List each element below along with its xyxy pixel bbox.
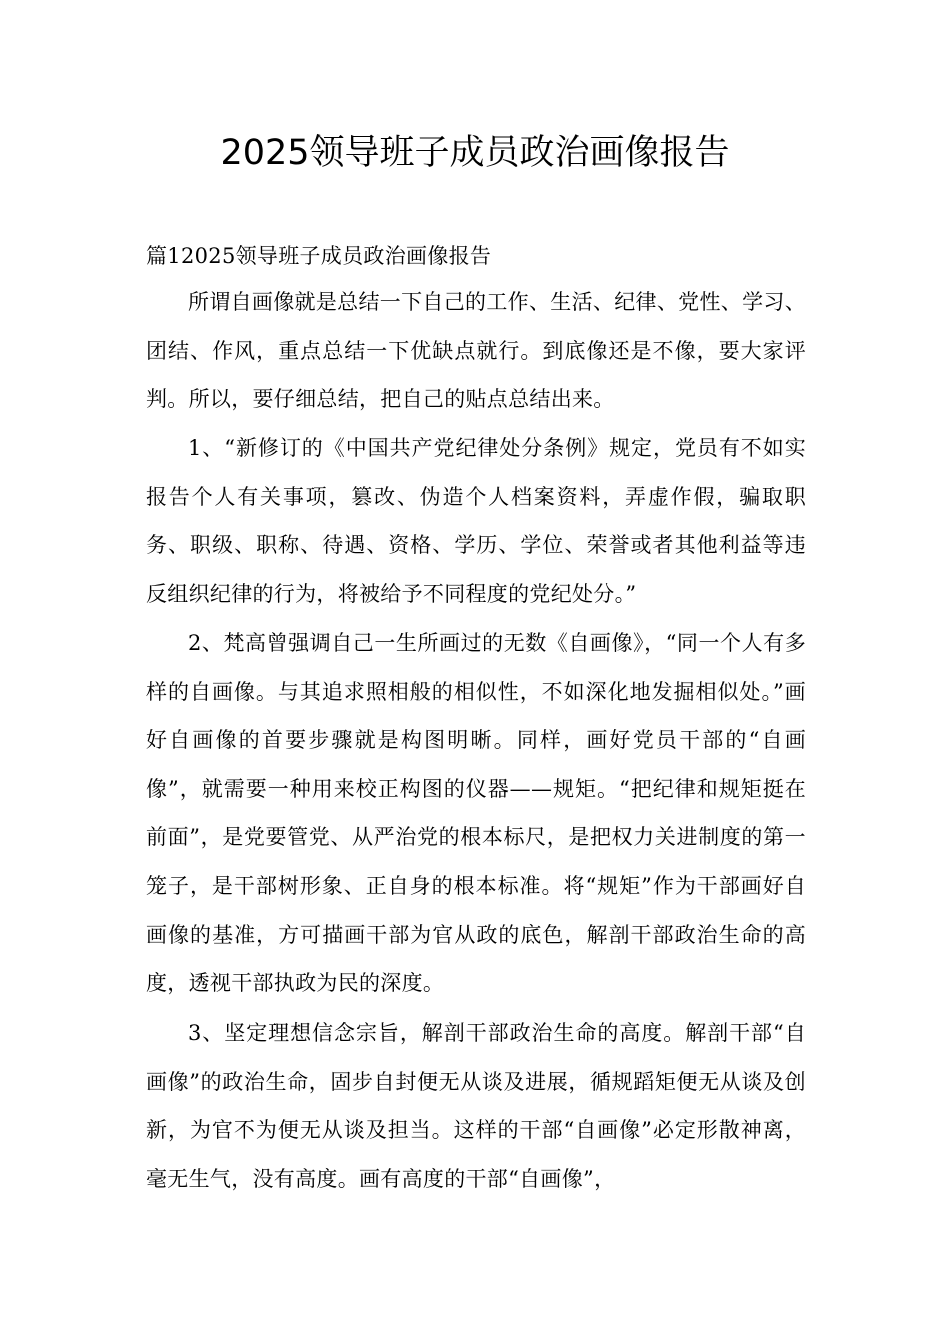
paragraph-intro: 所谓自画像就是总结一下自己的工作、生活、纪律、党性、学习、团结、作风，重点总结一下优缺点就行。到底像还是不像，要大家评判。所以，要仔细总结，把自己的贴点总结出来。	[146, 290, 806, 412]
document-title: 2025领导班子成员政治画像报告	[220, 133, 730, 173]
paragraph-1: 1、“新修订的《中国共产党纪律处分条例》规定，党员有不如实报告个人有关事项，篡改、伪造个人档案资料，弄虚作假，骗取职务、职级、职称、待遇、资格、学历、学位、荣誉或者其他利益等违反组织纪律的行为，将被给予不同程度的党纪处分。”	[146, 436, 806, 606]
paragraph-2: 2、梵高曾强调自己一生所画过的无数《自画像》，“同一个人有多样的自画像。与其追求照相般的相似性，不如深化地发掘相似处。”画好自画像的首要步骤就是构图明晰。同样，画好党员干部的“自画像”，就需要一种用来校正构图的仪器——规矩。“把纪律和规矩挺在前面”，是党要管党、从严治党的根本标尺，是把权力关进制度的第一笼子，是干部树形象、正自身的根本标准。将“规矩”作为干部画好自画像的基准，方可描画干部为官从政的底色，解剖干部政治生命的高度，透视干部执政为民的深度。	[146, 631, 806, 996]
section-heading: 篇12025领导班子成员政治画像报告	[146, 244, 492, 268]
paragraph-3: 3、坚定理想信念宗旨，解剖干部政治生命的高度。解剖干部“自画像”的政治生命，固步自封便无从谈及进展，循规蹈矩便无从谈及创新，为官不为便无从谈及担当。这样的干部“自画像”必定形散神离，毫无生气，没有高度。画有高度的干部“自画像”，	[146, 1021, 806, 1191]
